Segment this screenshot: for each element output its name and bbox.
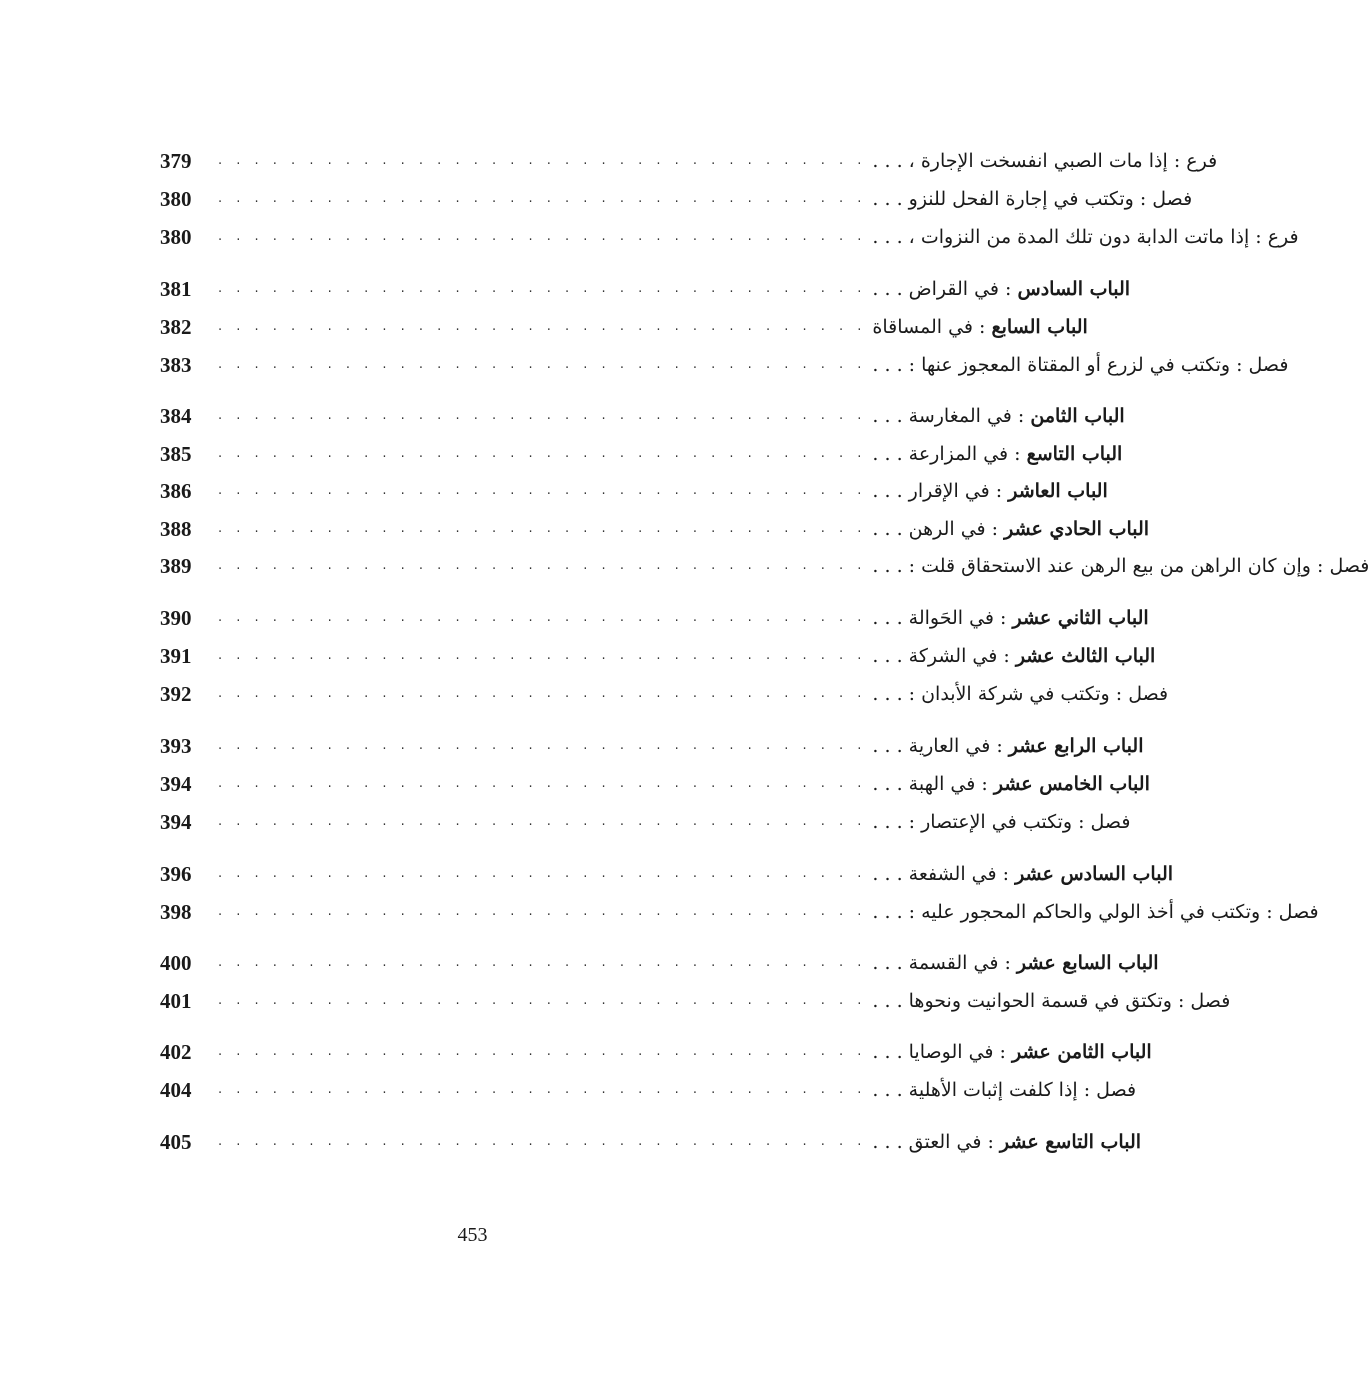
entry-page: 381 [160, 276, 192, 301]
entry-title [872, 1131, 1141, 1153]
toc-entry [160, 220, 1299, 254]
entry-title [872, 645, 1155, 667]
entry-text: : في المزارعة . . . [872, 443, 1021, 465]
entry-page: 394 [160, 771, 192, 796]
entry-label: الباب العاشر [1008, 480, 1108, 502]
entry-page: 380 [160, 186, 192, 211]
entry-page: 384 [160, 403, 192, 428]
toc-entry [160, 805, 1131, 839]
entry-text: فصل : وتكتب في الإعتصار : . . . [872, 811, 1131, 833]
dot-leader: . . . . . . . . . . . . . . . . . . . . . . . . . . . . . . . . . . . . [218, 1044, 867, 1059]
entry-label: الباب الخامس عشر [993, 773, 1150, 795]
entry-text: فصل : إذا كلفت إثبات الأهلية . . . [872, 1079, 1137, 1101]
entry-title [872, 990, 1230, 1012]
dot-leader: . . . . . . . . . . . . . . . . . . . . . . . . . . . . . . . . . . . . [218, 558, 867, 573]
toc-entry [160, 984, 1231, 1018]
entry-label: الباب الثالث عشر [1015, 645, 1156, 667]
toc-entry [160, 857, 1174, 891]
entry-label: الباب السادس [1017, 278, 1131, 300]
entry-text: : في المساقاة [872, 316, 986, 338]
entry-label: الباب التاسع عشر [999, 1131, 1142, 1153]
entry-text: : في القسمة . . . [872, 952, 1011, 974]
toc-entry [160, 310, 1088, 344]
entry-title [872, 1079, 1136, 1101]
dot-leader: . . . . . . . . . . . . . . . . . . . . . . . . . . . . . . . . . . . . [218, 357, 867, 372]
entry-page: 380 [160, 224, 192, 249]
toc-entry [160, 639, 1156, 673]
entry-title [872, 226, 1298, 248]
entry-page: 404 [160, 1077, 192, 1102]
entry-page: 398 [160, 899, 192, 924]
entry-label: الباب السابع عشر [1016, 952, 1159, 974]
toc-entry [160, 677, 1169, 711]
entry-title [872, 278, 1130, 300]
entry-text: فصل : وتكتب في شركة الأبدان : . . . [872, 683, 1169, 705]
entry-text: : في العارية . . . [872, 735, 1003, 757]
dot-leader: . . . . . . . . . . . . . . . . . . . . . . . . . . . . . . . . . . . . [218, 1134, 867, 1149]
toc-entry [160, 272, 1131, 306]
dot-leader: . . . . . . . . . . . . . . . . . . . . . . . . . . . . . . . . . . . . [218, 955, 867, 970]
entry-title [872, 1041, 1151, 1063]
entry-label: الباب السادس عشر [1015, 863, 1174, 885]
entry-page: 400 [160, 950, 192, 975]
toc-entry [160, 895, 1319, 929]
toc-entry [160, 512, 1150, 546]
entry-title [872, 518, 1149, 540]
entry-text: فرع : إذا ماتت الدابة دون تلك المدة من النزوات ، . . . [872, 226, 1299, 248]
toc-entry [160, 348, 1289, 382]
entry-title [872, 952, 1158, 974]
toc-entry [160, 437, 1123, 471]
dot-leader: . . . . . . . . . . . . . . . . . . . . . . . . . . . . . . . . . . . . [218, 191, 867, 206]
entry-title [872, 811, 1130, 833]
dot-leader: . . . . . . . . . . . . . . . . . . . . . . . . . . . . . . . . . . . . [218, 904, 867, 919]
entry-page: 401 [160, 988, 192, 1013]
dot-leader: . . . . . . . . . . . . . . . . . . . . . . . . . . . . . . . . . . . . [218, 281, 867, 296]
dot-leader: . . . . . . . . . . . . . . . . . . . . . . . . . . . . . . . . . . . . [218, 776, 867, 791]
entry-title [872, 555, 1369, 577]
entry-text: : في العتق . . . [872, 1131, 994, 1153]
entry-label: الباب الرابع عشر [1008, 735, 1144, 757]
entry-page: 389 [160, 553, 192, 578]
entry-page: 393 [160, 733, 192, 758]
entry-title [872, 683, 1168, 705]
entry-label: الباب التاسع [1026, 443, 1123, 465]
entry-page: 394 [160, 809, 192, 834]
dot-leader: . . . . . . . . . . . . . . . . . . . . . . . . . . . . . . . . . . . . [218, 483, 867, 498]
toc-entry [160, 549, 1369, 583]
entry-page: 383 [160, 352, 192, 377]
entry-page: 392 [160, 681, 192, 706]
toc-entry [160, 601, 1149, 635]
entry-text: : في المغارسة . . . [872, 405, 1025, 427]
entry-title [872, 150, 1217, 172]
entry-label: الباب الثامن عشر [1011, 1041, 1152, 1063]
toc-entry [160, 1073, 1137, 1107]
entry-text: : في الإقرار . . . [872, 480, 1003, 502]
dot-leader: . . . . . . . . . . . . . . . . . . . . . . . . . . . . . . . . . . . . [218, 319, 867, 334]
entry-page: 386 [160, 478, 192, 503]
entry-text: فصل : وتكتب في أخذ الولي والحاكم المحجور عليه : . . . [872, 901, 1319, 923]
entry-title [872, 405, 1124, 427]
dot-leader: . . . . . . . . . . . . . . . . . . . . . . . . . . . . . . . . . . . . [218, 738, 867, 753]
dot-leader: . . . . . . . . . . . . . . . . . . . . . . . . . . . . . . . . . . . . [218, 610, 867, 625]
entry-title [872, 188, 1192, 210]
page-number: 453 [457, 1224, 488, 1246]
entry-text: : في الحَوالة . . . [872, 607, 1007, 629]
entry-title [872, 735, 1143, 757]
entry-text: : في الشركة . . . [872, 645, 1010, 667]
dot-leader: . . . . . . . . . . . . . . . . . . . . . . . . . . . . . . . . . . . . [218, 814, 867, 829]
dot-leader: . . . . . . . . . . . . . . . . . . . . . . . . . . . . . . . . . . . . [218, 1082, 867, 1097]
entry-page: 402 [160, 1039, 192, 1064]
entry-text: : في القراض . . . [872, 278, 1012, 300]
dot-leader: . . . . . . . . . . . . . . . . . . . . . . . . . . . . . . . . . . . . [218, 408, 867, 423]
entry-title [872, 901, 1318, 923]
toc-entry [160, 182, 1193, 216]
toc-entry [160, 946, 1159, 980]
toc-entry [160, 399, 1125, 433]
entry-page: 388 [160, 516, 192, 541]
toc-entry [160, 474, 1108, 508]
entry-title [872, 773, 1149, 795]
toc-entry [160, 144, 1218, 178]
dot-leader: . . . . . . . . . . . . . . . . . . . . . . . . . . . . . . . . . . . . [218, 866, 867, 881]
toc-entry [160, 767, 1150, 801]
toc-entry [160, 1125, 1142, 1159]
entry-title [872, 480, 1107, 502]
entry-page: 390 [160, 605, 192, 630]
entry-text: : في الشفعة . . . [872, 863, 1010, 885]
entry-page: 396 [160, 861, 192, 886]
entry-text: فصل : وتكتق في قسمة الحوانيت ونحوها . . . [872, 990, 1231, 1012]
entry-label: الباب السابع [991, 316, 1088, 338]
entry-title [872, 443, 1122, 465]
toc-entry [160, 729, 1144, 763]
entry-title [872, 607, 1148, 629]
entry-page: 382 [160, 314, 192, 339]
dot-leader: . . . . . . . . . . . . . . . . . . . . . . . . . . . . . . . . . . . . [218, 686, 867, 701]
entry-label: الباب الثاني عشر [1012, 607, 1149, 629]
dot-leader: . . . . . . . . . . . . . . . . . . . . . . . . . . . . . . . . . . . . [218, 229, 867, 244]
entry-title [872, 316, 1087, 338]
toc-entry [160, 1035, 1152, 1069]
entry-text: فصل : وإن كان الراهن من بيع الرهن عند الاستحقاق قلت : . . . [872, 555, 1369, 577]
entry-title [872, 863, 1173, 885]
entry-page: 391 [160, 643, 192, 668]
entry-title [872, 354, 1288, 376]
entry-page: 405 [160, 1129, 192, 1154]
entry-text: فرع : إذا مات الصبي انفسخت الإجارة ، . . . [872, 150, 1218, 172]
dot-leader: . . . . . . . . . . . . . . . . . . . . . . . . . . . . . . . . . . . . [218, 648, 867, 663]
entry-text: : في الوصايا . . . [872, 1041, 1006, 1063]
entry-page: 379 [160, 148, 192, 173]
entry-text: : في الرهن . . . [872, 518, 999, 540]
entry-page: 385 [160, 441, 192, 466]
dot-leader: . . . . . . . . . . . . . . . . . . . . . . . . . . . . . . . . . . . . [218, 993, 867, 1008]
entry-text: : في الهبة . . . [872, 773, 988, 795]
entry-label: الباب الحادي عشر [1004, 518, 1150, 540]
dot-leader: . . . . . . . . . . . . . . . . . . . . . . . . . . . . . . . . . . . . [218, 153, 867, 168]
entry-text: فصل : وتكتب في إجارة الفحل للنزو . . . [872, 188, 1193, 210]
entry-label: الباب الثامن [1030, 405, 1125, 427]
dot-leader: . . . . . . . . . . . . . . . . . . . . . . . . . . . . . . . . . . . . [218, 521, 867, 536]
dot-leader: . . . . . . . . . . . . . . . . . . . . . . . . . . . . . . . . . . . . [218, 446, 867, 461]
entry-text: فصل : وتكتب في لزرع أو المقتاة المعجوز عنها : . . . [872, 354, 1289, 376]
